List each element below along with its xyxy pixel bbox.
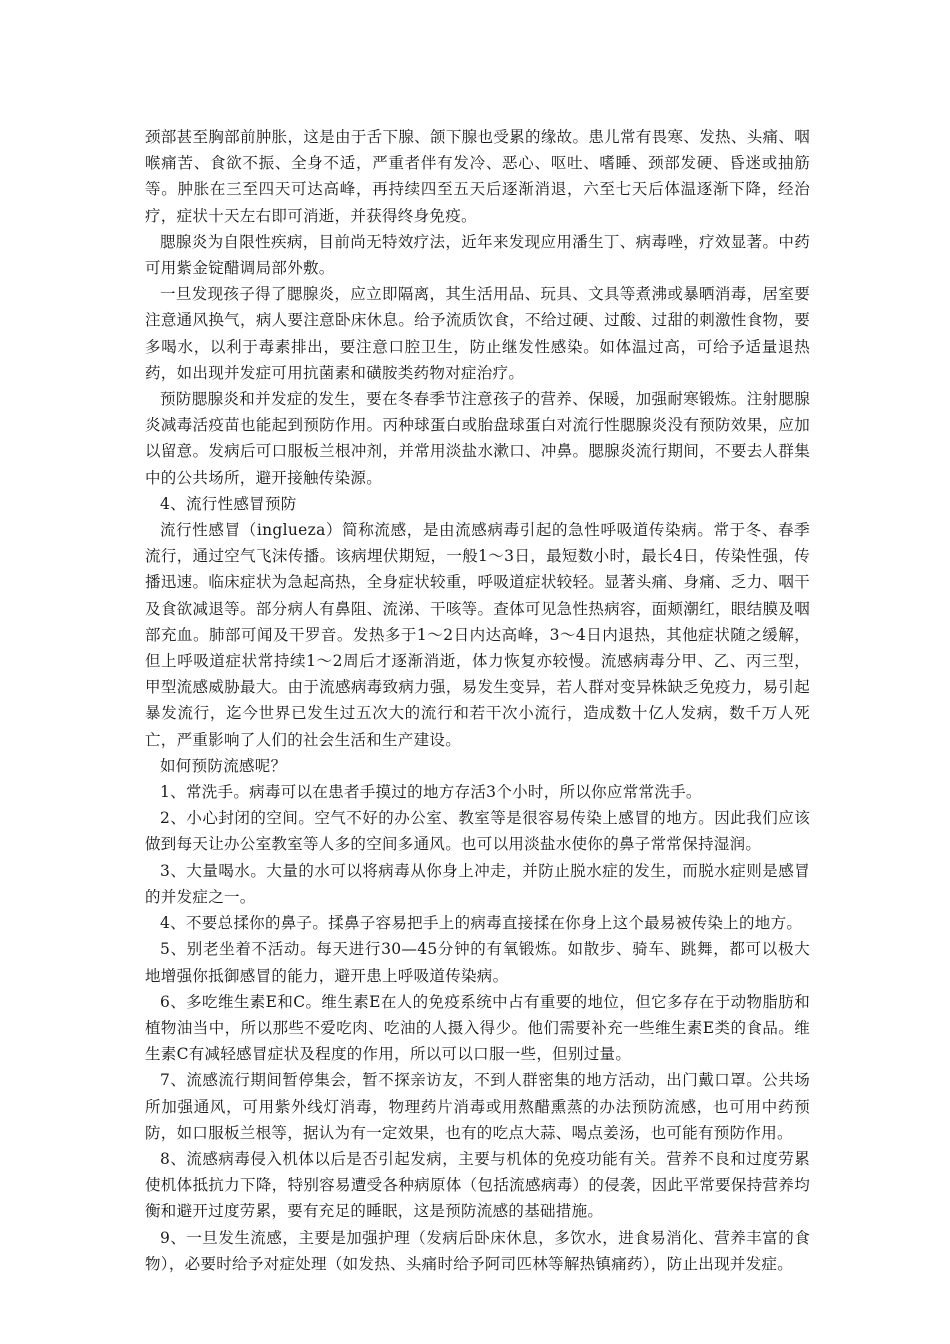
list-item-2: 2、小心封闭的空间。空气不好的办公室、教室等是很容易传染上感冒的地方。因此我们应该做到每天让办公室教室等人多的空间多通风。也可以用淡盐水使你的鼻子常常保持湿润。: [145, 809, 810, 854]
paragraph-4: 预防腮腺炎和并发症的发生，要在冬春季节注意孩子的营养、保暖，加强耐寒锻炼。注射腮腺炎减毒活疫苗也能起到预防作用。丙种球蛋白或胎盘球蛋白对流行性腮腺炎没有预防效果，应加以留意。发病后可口服板兰根冲剂，并常用淡盐水漱口、冲鼻。腮腺炎流行期间，不要去人群集中的公共场所，避开接触传染源。: [145, 390, 810, 487]
paragraph-2: 腮腺炎为自限性疾病，目前尚无特效疗法，近年来发现应用潘生丁、病毒唑，疗效显著。中药可用紫金锭醋调局部外敷。: [145, 232, 810, 278]
paragraph-1: 颈部甚至胸部前肿胀，这是由于舌下腺、颌下腺也受累的缘故。患儿常有畏寒、发热、头痛、咽喉痛苦、食欲不振、全身不适，严重者伴有发冷、恶心、呕吐、嗜睡、颈部发硬、昏迷或抽筋等。肿胀在三至四天可达高峰，再持续四至五天后逐渐消退，六至七天后体温逐渐下降，经治疗，症状十天左右即可消逝，并获得终身免疫。: [145, 128, 810, 225]
list-item-1: 1、常洗手。病毒可以在患者手摸过的地方存活3个小时，所以你应常常洗手。: [160, 783, 702, 802]
paragraph-6: 流行性感冒（inglueza）简称流感，是由流感病毒引起的急性呼吸道传染病。常于冬、春季流行，通过空气飞沫传播。该病埋伏期短，一般1～3日，最短数小时，最长4日，传染性强，传播迅速。临床症状为急起高热，全身症状较重，呼吸道症状较轻。显著头痛、身痛、乏力、咽干及食欲减退等。部分病人有鼻阻、流涕、干咳等。查体可见急性热病容，面颊潮红，眼结膜及咽部充血。肺部可闻及干罗音。发热多于1～2日内达高峰，3～4日内退热，其他症状随之缓解，但上呼吸道症状常持续1～2周后才逐渐消逝，体力恢复亦较慢。流感病毒分甲、乙、丙三型，甲型流感威胁最大。由于流感病毒致病力强，易发生变异，若人群对变异株缺乏免疫力，易引起暴发流行，迄今世界已发生过五次大的流行和若干次小流行，造成数十亿人发病，数千万人死亡，严重影响了人们的社会生活和生产建设。: [145, 521, 810, 749]
list-item-8: 8、流感病毒侵入机体以后是否引起发病，主要与机体的免疫功能有关。营养不良和过度劳累使机体抵抗力下降，特别容易遭受各种病原体（包括流感病毒）的侵袭，因此平常要保持营养均衡和避开过度劳累，要有充足的睡眠，这是预防流感的基础措施。: [145, 1149, 810, 1221]
section-heading-flu-prevention: 4、流行性感冒预防: [160, 494, 297, 513]
question-how-to-prevent: 如何预防流感呢？: [160, 756, 287, 775]
paragraph-3: 一旦发现孩子得了腮腺炎，应立即隔离，其生活用品、玩具、文具等煮沸或暴晒消毒，居室要注意通风换气，病人要注意卧床休息。给予流质饮食，不给过硬、过酸、过甜的刺激性食物，要多喝水，以利于毒素排出，要注意口腔卫生，防止继发性感染。如体温过高，可给予适量退热药，如出现并发症可用抗菌素和磺胺类药物对症治疗。: [145, 285, 810, 382]
list-item-5: 5、别老坐着不活动。每天进行30—45分钟的有氧锻炼。如散步、骑车、跳舞，都可以极大地增强你抵御感冒的能力，避开患上呼吸道传染病。: [145, 940, 810, 985]
list-item-6: 6、多吃维生素E和C。维生素E在人的免疫系统中占有重要的地位，但它多存在于动物脂肪和植物油当中，所以那些不爱吃肉、吃油的人摄入得少。他们需要补充一些维生素E类的食品。维生素C有减轻感冒症状及程度的作用，所以可以口服一些，但别过量。: [145, 992, 810, 1064]
list-item-3: 3、大量喝水。大量的水可以将病毒从你身上冲走，并防止脱水症的发生，而脱水症则是感冒的并发症之一。: [145, 861, 810, 906]
list-item-7: 7、流感流行期间暂停集会，暂不探亲访友，不到人群密集的地方活动，出门戴口罩。公共场所加强通风，可用紫外线灯消毒，物理药片消毒或用熬醋熏蒸的办法预防流感，也可用中药预防，如口服板兰根等，据认为有一定效果，也有的吃点大蒜、喝点姜汤，也可能有预防作用。: [145, 1071, 810, 1142]
list-item-9: 9、一旦发生流感，主要是加强护理（发病后卧床休息，多饮水，进食易消化、营养丰富的食物），必要时给予对症处理（如发热、头痛时给予阿司匹林等解热镇痛药），防止出现并发症。: [145, 1228, 810, 1273]
document-body: [145, 124, 810, 1277]
list-item-4: 4、不要总揉你的鼻子。揉鼻子容易把手上的病毒直接揉在你身上这个最易被传染上的地方。: [160, 914, 803, 933]
